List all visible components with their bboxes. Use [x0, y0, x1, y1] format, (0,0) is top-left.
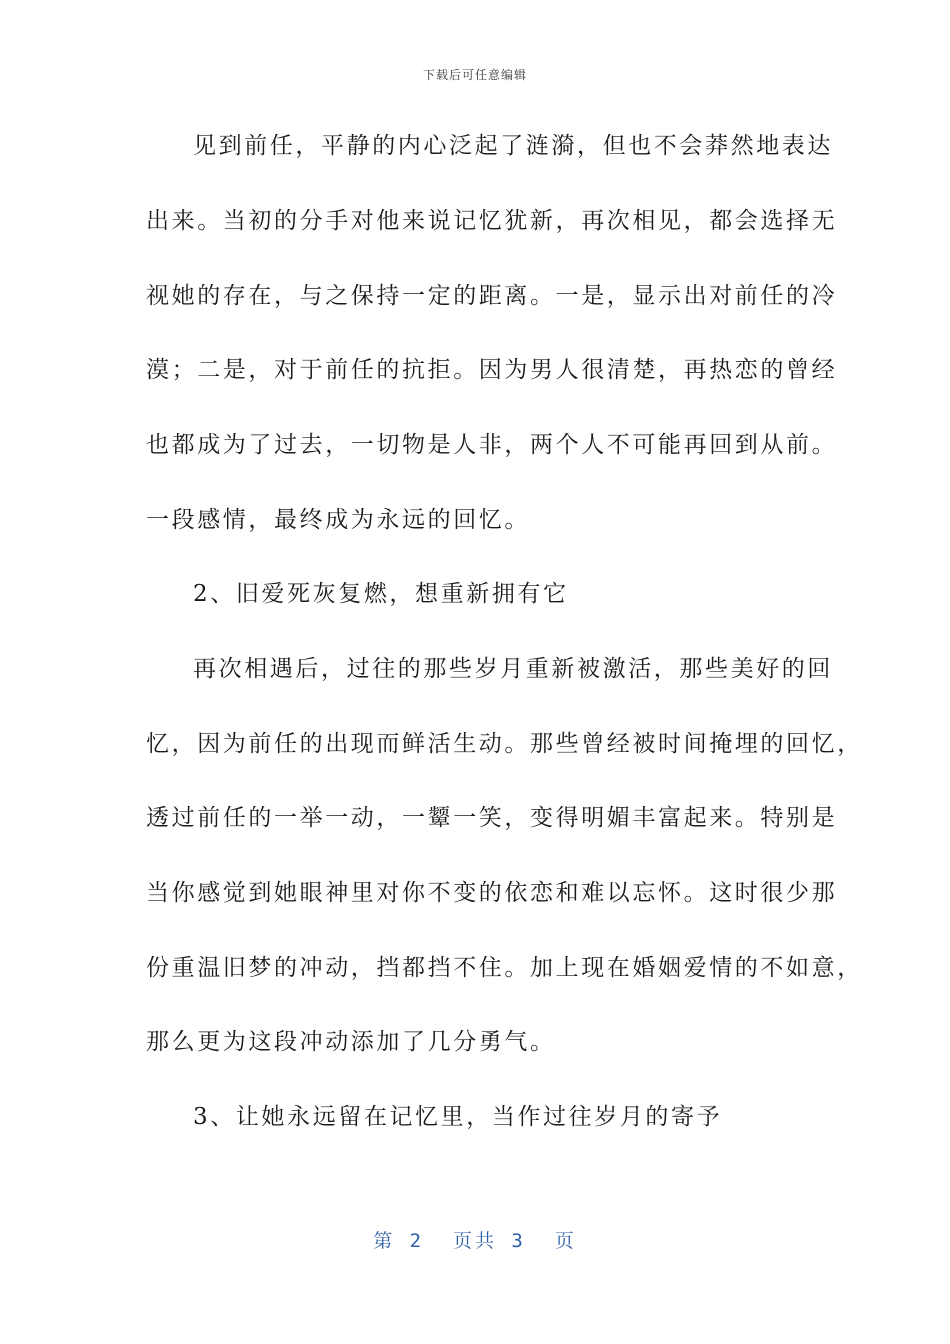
page-number: 第 2 页共 3 页 — [373, 1230, 577, 1252]
paragraph-line: 透过前任的一举一动，一颦一笑，变得明媚丰富起来。特别是 — [146, 805, 838, 831]
paragraph-line: 出来。当初的分手对他来说记忆犹新，再次相见，都会选择无 — [146, 208, 838, 234]
section-heading: 3、让她永远留在记忆里，当作过往岁月的寄予 — [193, 1104, 723, 1130]
paragraph-line: 视她的存在，与之保持一定的距离。一是，显示出对前任的冷 — [146, 283, 838, 309]
paragraph-line: 漠；二是，对于前任的抗拒。因为男人很清楚，再热恋的曾经 — [146, 357, 838, 383]
paragraph-line: 份重温旧梦的冲动，挡都挡不住。加上现在婚姻爱情的不如意， — [146, 955, 863, 981]
section-heading: 2、旧爱死灰复燃，想重新拥有它 — [193, 581, 569, 607]
header-note: 下载后可任意编辑 — [422, 68, 527, 82]
paragraph-line: 也都成为了过去，一切物是人非，两个人不可能再回到从前。 — [146, 432, 838, 458]
paragraph-line: 那么更为这段冲动添加了几分勇气。 — [146, 1029, 556, 1055]
paragraph-line: 再次相遇后，过往的那些岁月重新被激活，那些美好的回 — [193, 656, 833, 682]
paragraph-line: 见到前任，平静的内心泛起了涟漪，但也不会莽然地表达 — [193, 133, 833, 159]
paragraph-line: 当你感觉到她眼神里对你不变的依恋和难以忘怀。这时很少那 — [146, 880, 838, 906]
paragraph-line: 忆，因为前任的出现而鲜活生动。那些曾经被时间掩埋的回忆， — [146, 731, 863, 757]
paragraph-line: 一段感情，最终成为永远的回忆。 — [146, 507, 530, 533]
